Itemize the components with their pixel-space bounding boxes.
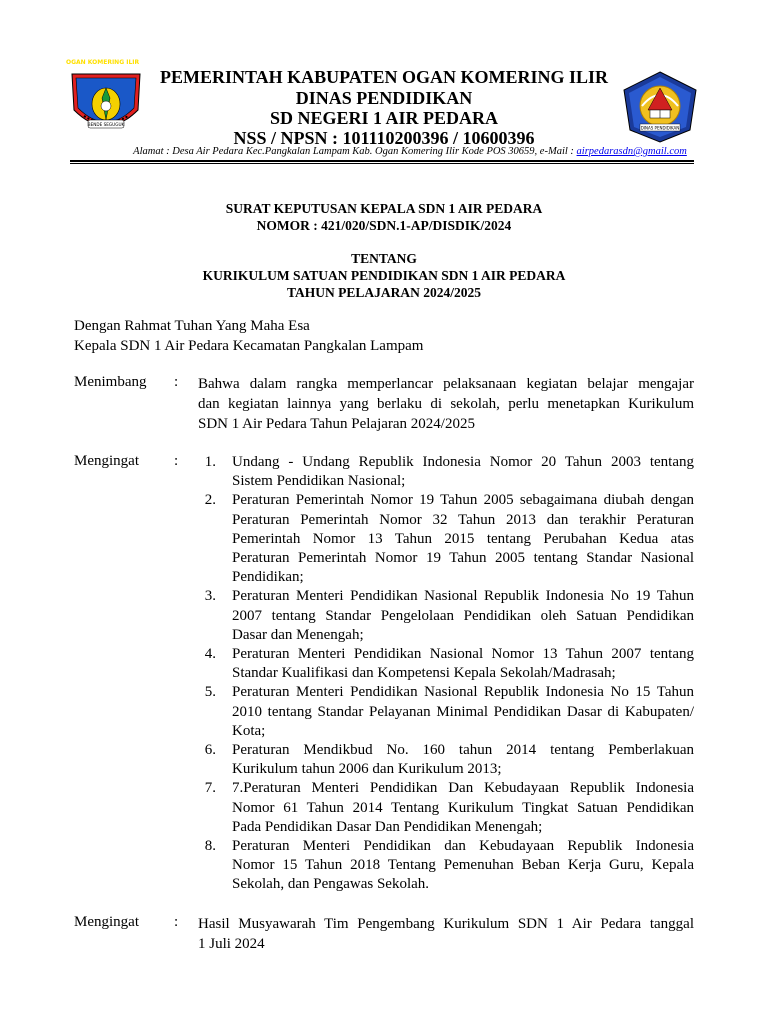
emblem-motto: BENDE SEGUGUK (87, 122, 125, 127)
item-line: Nomor 15 Tahun 2018 Tentang Pemenuhan Beban Kerja Guru, Kepala (232, 857, 694, 874)
decree-number: NOMOR : 421/020/SDN.1-AP/DISDIK/2024 (256, 218, 512, 233)
list-item (198, 587, 694, 645)
mengingat2-colon: : (174, 914, 179, 930)
decree-title: SURAT KEPUTUSAN KEPALA SDN 1 AIR PEDARA (225, 201, 543, 216)
email-link[interactable]: airpedarasdn@gmail.com (576, 146, 687, 157)
decree-subject: KURIKULUM SATUAN PENDIDIKAN SDN 1 AIR PEDARA (202, 268, 566, 283)
mengingat-list (198, 453, 694, 895)
decree-about: TENTANG (351, 251, 417, 266)
item-line: Kurikulum tahun 2006 dan Kurikulum 2013; (232, 761, 502, 778)
item-line: Pemerintah Nomor 13 Tahun 2015 tentang Perubahan Kedua atas (232, 530, 694, 547)
list-item (198, 645, 694, 683)
school-id-numbers: NSS / NPSN : 101110200396 / 10600396 (233, 128, 535, 148)
mengingat2-label: Mengingat (74, 914, 139, 930)
list-item (198, 741, 694, 779)
item-number: 2. (204, 492, 216, 509)
mengingat-label: Mengingat (74, 453, 139, 469)
item-line: Undang - Undang Republik Indonesia Nomor 20 Tahun 2003 tentang (232, 454, 694, 470)
item-line: 7.Peraturan Menteri Pendidikan Dan Kebudayaan Republik Indonesia (232, 780, 694, 797)
item-number: 8. (204, 838, 216, 855)
paragraph-line: Bahwa dalam rangka memperlancar pelaksanaan kegiatan belajar mengajar (198, 376, 694, 392)
paragraph-line: Hasil Musyawarah Tim Pengembang Kurikulum SDN 1 Air Pedara tanggal (198, 916, 694, 932)
education-office-logo (620, 70, 700, 144)
opening-line-1: Dengan Rahmat Tuhan Yang Maha Esa (74, 318, 310, 334)
item-line: Peraturan Mendikbud No. 160 tahun 2014 tentang Pemberlakuan (232, 742, 694, 759)
item-line: Sistem Pendidikan Nasional; (232, 473, 406, 490)
item-number: 6. (204, 742, 216, 759)
item-line: 2007 tentang Standar Pengelolaan Pendidikan oleh Satuan Pendidikan (232, 607, 694, 624)
government-name: PEMERINTAH KABUPATEN OGAN KOMERING ILIR (159, 67, 609, 87)
office-name: DINAS PENDIDIKAN (295, 88, 473, 108)
item-line: Dasar dan Menengah; (232, 626, 364, 643)
item-line: Peraturan Menteri Pendidikan Nasional Republik Indonesia No 15 Tahun (232, 684, 694, 701)
opening-line-2: Kepala SDN 1 Air Pedara Kecamatan Pangkalan Lampam (74, 338, 424, 354)
paragraph-line: SDN 1 Air Pedara Tahun Pelajaran 2024/2025 (198, 416, 475, 432)
item-number: 4. (204, 646, 216, 663)
menimbang-colon: : (174, 374, 179, 390)
list-item (198, 779, 694, 837)
decree-school-year: TAHUN PELAJARAN 2024/2025 (286, 285, 481, 300)
paragraph-line: 1 Juli 2024 (198, 936, 265, 952)
list-item (198, 683, 694, 741)
emblem-left-text: OGAN KOMERING ILIR (66, 59, 140, 66)
list-item (198, 453, 694, 491)
item-line: Sekolah, dan Pengawas Sekolah. (232, 876, 430, 893)
emblem-right-text: DINAS PENDIDIKAN (640, 125, 680, 131)
item-line: Standar Kualifikasi dan Kompetensi Kepala Sekolah/Madrasah; (232, 665, 616, 682)
item-line: Peraturan Pemerintah Nomor 32 Tahun 2013 dan terakhir Peraturan (232, 511, 694, 528)
item-line: Peraturan Pemerintah Nomor 19 Tahun 2005 sebagaimana diubah dengan (232, 492, 694, 509)
menimbang-text (198, 374, 694, 434)
item-line: Pendidikan; (232, 569, 304, 586)
mengingat-colon: : (174, 453, 179, 469)
list-item (198, 491, 694, 587)
item-number: 1. (204, 454, 216, 470)
list-item (198, 837, 694, 895)
letterhead-rule-thick (70, 160, 694, 162)
item-number: 7. (204, 780, 216, 797)
item-line: Pada Pendidikan Dasar Dan Pendidikan Menengah; (232, 818, 543, 835)
school-address (60, 146, 760, 157)
item-line: Nomor 61 Tahun 2014 Tentang Kurikulum Tingkat Satuan Pendidikan (232, 799, 694, 816)
paragraph-line: dan kegiatan lainnya yang berlaku di sekolah, perlu menetapkan Kurikulum (198, 396, 694, 412)
regency-emblem-logo (66, 59, 146, 138)
item-line: Kota; (232, 722, 266, 739)
item-line: Peraturan Pemerintah Nomor 19 Tahun 2005 tentang Standar Nasional (232, 550, 694, 567)
item-number: 5. (204, 684, 216, 701)
letterhead-rule-thin (70, 163, 694, 164)
school-name: SD NEGERI 1 AIR PEDARA (269, 108, 499, 128)
mengingat2-text (198, 914, 694, 954)
item-line: Peraturan Menteri Pendidikan Nasional Nomor 13 Tahun 2007 tentang (232, 646, 694, 663)
address-text: Alamat : Desa Air Pedara Kec.Pangkalan Lampam Kab. Ogan Komering Ilir Kode POS 30659, e-Mail : (133, 146, 577, 157)
item-line: Peraturan Menteri Pendidikan dan Kebudayaan Republik Indonesia (232, 838, 694, 855)
menimbang-label: Menimbang (74, 374, 147, 390)
item-line: Peraturan Menteri Pendidikan Nasional Republik Indonesia No 19 Tahun (232, 588, 694, 605)
item-number: 3. (204, 588, 216, 605)
item-line: 2010 tentang Standar Pelayanan Minimal Pendidikan Dasar di Kabupaten/ (232, 703, 694, 720)
